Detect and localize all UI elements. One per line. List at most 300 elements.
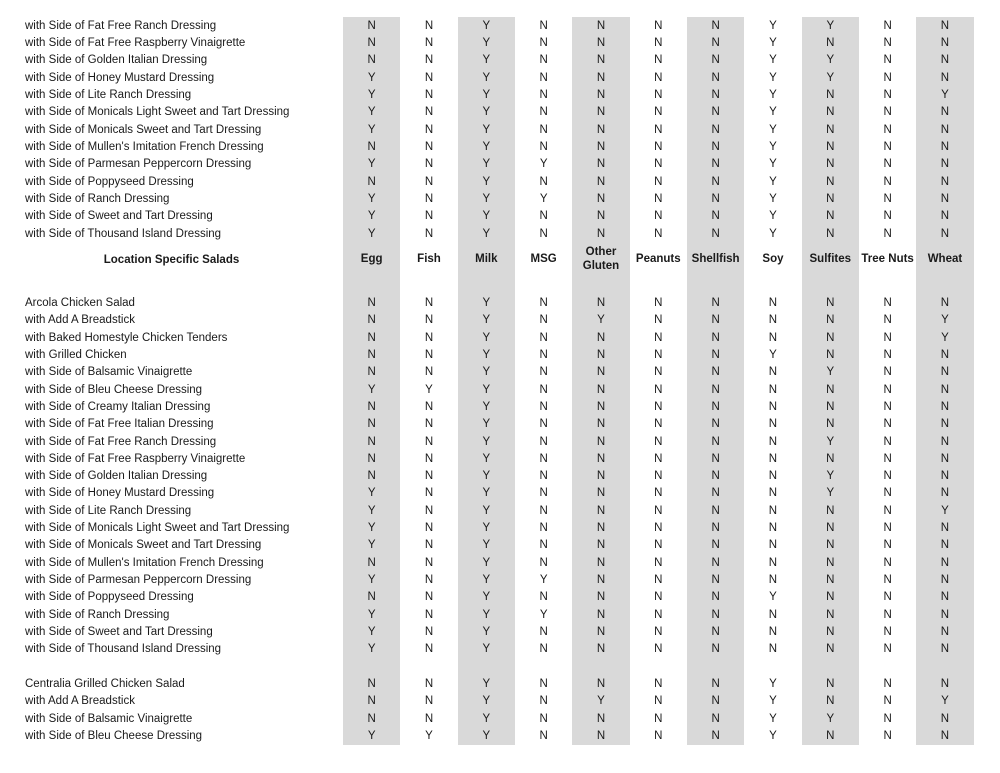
allergen-flag: N xyxy=(883,36,892,49)
allergen-flag: N xyxy=(711,504,720,517)
allergen-flag: N xyxy=(940,539,950,552)
allergen-flag: N xyxy=(596,522,606,535)
table-row xyxy=(0,537,1000,554)
table-row xyxy=(0,52,1000,69)
allergen-flag: N xyxy=(826,591,835,604)
allergen-flag: N xyxy=(539,71,548,84)
allergen-flag: N xyxy=(940,36,950,49)
allergen-flag: N xyxy=(940,140,950,153)
table-row xyxy=(0,138,1000,155)
allergen-flag: N xyxy=(596,678,606,691)
allergen-flag: N xyxy=(768,608,778,621)
allergen-flag: N xyxy=(711,175,720,188)
allergen-flag: N xyxy=(883,695,892,708)
allergen-flag: N xyxy=(367,19,376,32)
allergen-flag: N xyxy=(940,418,950,431)
allergen-flag: N xyxy=(940,383,950,396)
allergen-flag: N xyxy=(711,626,720,639)
allergen-flag: N xyxy=(654,678,663,691)
allergen-flag: N xyxy=(883,314,892,327)
allergen-flag: N xyxy=(883,435,892,448)
item-name: with Side of Mullen's Imitation French Dressing xyxy=(25,140,264,153)
allergen-flag: N xyxy=(711,522,720,535)
allergen-flag: Y xyxy=(482,348,491,361)
allergen-flag: Y xyxy=(769,712,777,725)
allergen-flag: N xyxy=(596,366,606,379)
table-row xyxy=(0,104,1000,121)
table-row xyxy=(0,329,1000,346)
table-row xyxy=(0,520,1000,537)
allergen-flag: Y xyxy=(482,574,491,587)
allergen-flag: N xyxy=(768,435,778,448)
allergen-flag: N xyxy=(596,539,606,552)
allergen-flag: Y xyxy=(367,123,376,136)
allergen-flag: N xyxy=(940,452,950,465)
table-row xyxy=(0,606,1000,623)
allergen-flag: N xyxy=(654,608,663,621)
allergen-flag: N xyxy=(940,712,950,725)
table-row xyxy=(0,416,1000,433)
allergen-flag: Y xyxy=(482,210,491,223)
allergen-flag: N xyxy=(654,418,663,431)
allergen-flag: N xyxy=(826,643,835,656)
table-row xyxy=(0,485,1000,502)
allergen-flag: Y xyxy=(482,19,491,32)
item-name: with Side of Fat Free Ranch Dressing xyxy=(25,19,217,32)
allergen-flag: N xyxy=(539,678,548,691)
item-name: with Side of Fat Free Ranch Dressing xyxy=(25,435,217,448)
allergen-flag: Y xyxy=(367,608,376,621)
table-row xyxy=(0,294,1000,311)
allergen-flag: N xyxy=(424,296,434,309)
item-name: with Side of Monicals Light Sweet and Tart Dressing xyxy=(25,106,290,119)
allergen-flag: N xyxy=(711,383,720,396)
allergen-flag: Y xyxy=(769,71,777,84)
allergen-flag: Y xyxy=(482,123,491,136)
allergen-flag: Y xyxy=(482,470,491,483)
allergen-flag: N xyxy=(654,296,663,309)
allergen-flag: N xyxy=(826,88,835,101)
allergen-flag: N xyxy=(940,626,950,639)
allergen-flag: Y xyxy=(826,487,835,500)
allergen-flag: Y xyxy=(482,608,491,621)
allergen-flag: N xyxy=(883,348,892,361)
allergen-flag: N xyxy=(424,36,434,49)
allergen-flag: Y xyxy=(539,158,548,171)
allergen-flag: N xyxy=(883,470,892,483)
allergen-flag: N xyxy=(768,383,778,396)
allergen-flag: N xyxy=(424,643,434,656)
allergen-flag: N xyxy=(826,539,835,552)
allergen-flag: N xyxy=(883,71,892,84)
allergen-flag: Y xyxy=(367,227,376,240)
allergen-flag: N xyxy=(883,608,892,621)
allergen-flag: N xyxy=(596,210,606,223)
allergen-flag: N xyxy=(711,591,720,604)
allergen-flag: N xyxy=(539,400,548,413)
item-name: Centralia Grilled Chicken Salad xyxy=(25,678,185,691)
allergen-flag: N xyxy=(539,348,548,361)
allergen-flag: N xyxy=(596,418,606,431)
allergen-flag: N xyxy=(883,383,892,396)
table-row xyxy=(0,86,1000,103)
allergen-flag: N xyxy=(424,227,434,240)
allergen-flag: N xyxy=(424,539,434,552)
allergen-flag: N xyxy=(539,487,548,500)
allergen-flag: N xyxy=(424,106,434,119)
allergen-flag: N xyxy=(424,19,434,32)
allergen-flag: Y xyxy=(367,643,376,656)
allergen-flag: N xyxy=(424,366,434,379)
allergen-flag: N xyxy=(367,175,376,188)
allergen-flag: N xyxy=(711,452,720,465)
allergen-flag: N xyxy=(424,470,434,483)
allergen-flag: Y xyxy=(482,314,491,327)
item-name: with Grilled Chicken xyxy=(25,348,127,361)
allergen-flag: N xyxy=(711,192,720,205)
allergen-flag: N xyxy=(940,210,950,223)
allergen-flag: N xyxy=(768,452,778,465)
allergen-flag: Y xyxy=(482,539,491,552)
allergen-flag: Y xyxy=(367,192,376,205)
allergen-flag: N xyxy=(596,71,606,84)
allergen-flag: N xyxy=(826,574,835,587)
allergen-flag: N xyxy=(768,556,778,569)
allergen-flag: N xyxy=(367,36,376,49)
allergen-flag: N xyxy=(596,556,606,569)
table-row xyxy=(0,173,1000,190)
allergen-flag: N xyxy=(654,487,663,500)
column-header-wheat: Wheat xyxy=(927,252,963,265)
allergen-flag: Y xyxy=(482,331,491,344)
allergen-flag: N xyxy=(826,678,835,691)
allergen-flag: Y xyxy=(482,400,491,413)
allergen-flag: Y xyxy=(482,730,491,743)
table-row xyxy=(0,34,1000,51)
allergen-flag: N xyxy=(883,158,892,171)
allergen-flag: Y xyxy=(539,608,548,621)
allergen-flag: N xyxy=(711,695,720,708)
allergen-flag: Y xyxy=(482,418,491,431)
allergen-flag: N xyxy=(940,123,950,136)
allergen-flag: N xyxy=(940,366,950,379)
allergen-flag: N xyxy=(596,227,606,240)
allergen-flag: N xyxy=(711,210,720,223)
allergen-flag: N xyxy=(940,227,950,240)
allergen-flag: N xyxy=(711,106,720,119)
allergen-flag: N xyxy=(883,88,892,101)
allergen-flag: Y xyxy=(425,730,433,743)
allergen-flag: Y xyxy=(826,470,835,483)
allergen-flag: Y xyxy=(941,314,949,327)
allergen-flag: N xyxy=(711,418,720,431)
allergen-flag: N xyxy=(768,522,778,535)
table-header-row xyxy=(0,242,1000,277)
column-header-egg: Egg xyxy=(360,252,383,265)
allergen-flag: N xyxy=(826,400,835,413)
allergen-flag: N xyxy=(654,19,663,32)
allergen-flag: Y xyxy=(826,366,835,379)
item-name: with Side of Parmesan Peppercorn Dressing xyxy=(25,574,252,587)
allergen-flag: N xyxy=(711,400,720,413)
allergen-flag: N xyxy=(367,296,376,309)
allergen-flag: Y xyxy=(482,522,491,535)
table-row xyxy=(0,589,1000,606)
allergen-flag: N xyxy=(367,418,376,431)
allergen-flag: N xyxy=(711,227,720,240)
allergen-flag: N xyxy=(424,210,434,223)
allergen-flag: N xyxy=(596,123,606,136)
item-name: with Side of Lite Ranch Dressing xyxy=(25,88,192,101)
allergen-flag: Y xyxy=(769,695,777,708)
allergen-flag: N xyxy=(883,487,892,500)
allergen-flag: N xyxy=(768,366,778,379)
allergen-flag: N xyxy=(424,192,434,205)
allergen-flag: N xyxy=(711,331,720,344)
column-header-sulfites: Sulfites xyxy=(809,252,852,265)
allergen-flag: Y xyxy=(941,331,949,344)
allergen-flag: N xyxy=(367,366,376,379)
allergen-flag: Y xyxy=(367,522,376,535)
allergen-flag: Y xyxy=(769,227,777,240)
allergen-flag: N xyxy=(654,366,663,379)
allergen-flag: N xyxy=(826,452,835,465)
allergen-flag: Y xyxy=(482,452,491,465)
item-name: with Side of Balsamic Vinaigrette xyxy=(25,712,193,725)
allergen-flag: N xyxy=(367,314,376,327)
allergen-flag: N xyxy=(596,383,606,396)
table-row xyxy=(0,17,1000,34)
allergen-flag: N xyxy=(940,574,950,587)
allergen-flag: N xyxy=(711,366,720,379)
item-name: with Add A Breadstick xyxy=(25,695,135,708)
allergen-flag: N xyxy=(424,591,434,604)
allergen-flag: N xyxy=(883,418,892,431)
allergen-flag: N xyxy=(367,140,376,153)
table-row xyxy=(0,208,1000,225)
allergen-flag: N xyxy=(596,452,606,465)
allergen-flag: N xyxy=(940,435,950,448)
section-header-label: Location Specific Salads xyxy=(103,253,240,266)
allergen-flag: Y xyxy=(425,383,433,396)
table-row xyxy=(0,572,1000,589)
allergen-flag: N xyxy=(940,608,950,621)
item-name: with Side of Creamy Italian Dressing xyxy=(25,400,211,413)
allergen-flag: Y xyxy=(769,192,777,205)
allergen-flag: N xyxy=(424,331,434,344)
allergen-flag: N xyxy=(424,400,434,413)
allergen-flag: Y xyxy=(367,210,376,223)
table-row xyxy=(0,727,1000,744)
allergen-flag: N xyxy=(539,626,548,639)
allergen-flag: N xyxy=(826,522,835,535)
allergen-flag: N xyxy=(539,106,548,119)
allergen-flag: N xyxy=(883,504,892,517)
item-name: with Side of Sweet and Tart Dressing xyxy=(25,210,213,223)
allergen-flag: N xyxy=(654,643,663,656)
allergen-flag: N xyxy=(596,626,606,639)
allergen-flag: Y xyxy=(826,712,835,725)
allergen-flag: N xyxy=(424,522,434,535)
allergen-flag: Y xyxy=(482,643,491,656)
allergen-flag: N xyxy=(883,140,892,153)
allergen-flag: N xyxy=(596,54,606,67)
allergen-flag: N xyxy=(596,504,606,517)
allergen-flag: Y xyxy=(482,366,491,379)
allergen-flag: N xyxy=(826,556,835,569)
allergen-flag: N xyxy=(424,418,434,431)
allergen-flag: N xyxy=(424,504,434,517)
allergen-flag: N xyxy=(711,487,720,500)
allergen-flag: N xyxy=(826,192,835,205)
allergen-flag: N xyxy=(654,192,663,205)
allergen-flag: Y xyxy=(482,435,491,448)
allergen-flag: Y xyxy=(482,36,491,49)
allergen-flag: Y xyxy=(769,88,777,101)
allergen-flag: N xyxy=(654,175,663,188)
allergen-flag: N xyxy=(539,695,548,708)
allergen-flag: N xyxy=(654,106,663,119)
allergen-flag: N xyxy=(596,88,606,101)
allergen-flag: N xyxy=(883,210,892,223)
allergen-flag: N xyxy=(539,712,548,725)
allergen-flag: N xyxy=(654,331,663,344)
allergen-flag: N xyxy=(596,643,606,656)
allergen-flag: N xyxy=(940,54,950,67)
allergen-flag: N xyxy=(596,106,606,119)
allergen-flag: N xyxy=(826,331,835,344)
allergen-flag: N xyxy=(596,19,606,32)
allergen-flag: N xyxy=(654,730,663,743)
allergen-flag: Y xyxy=(367,106,376,119)
allergen-flag: Y xyxy=(367,626,376,639)
allergen-flag: N xyxy=(596,36,606,49)
allergen-flag: N xyxy=(711,556,720,569)
allergen-flag: N xyxy=(539,383,548,396)
column-header-fish: Fish xyxy=(417,252,441,265)
allergen-flag: Y xyxy=(482,192,491,205)
allergen-flag: N xyxy=(539,470,548,483)
allergen-flag: N xyxy=(826,418,835,431)
allergen-flag: N xyxy=(711,730,720,743)
allergen-flag: N xyxy=(711,348,720,361)
table-row xyxy=(0,623,1000,640)
allergen-flag: N xyxy=(654,158,663,171)
item-name: with Side of Monicals Sweet and Tart Dressing xyxy=(25,123,262,136)
allergen-flag: N xyxy=(940,175,950,188)
allergen-flag: N xyxy=(940,556,950,569)
item-name: with Side of Golden Italian Dressing xyxy=(25,470,208,483)
allergen-flag: N xyxy=(826,348,835,361)
allergen-flag: N xyxy=(424,678,434,691)
allergen-flag: Y xyxy=(482,227,491,240)
allergen-flag: N xyxy=(768,487,778,500)
allergen-flag: N xyxy=(940,296,950,309)
allergen-flag: Y xyxy=(769,158,777,171)
allergen-flag: N xyxy=(539,591,548,604)
allergen-flag: N xyxy=(424,608,434,621)
allergen-flag: Y xyxy=(367,88,376,101)
item-name: with Side of Monicals Light Sweet and Tart Dressing xyxy=(25,522,290,535)
allergen-flag: N xyxy=(711,539,720,552)
allergen-flag: N xyxy=(654,712,663,725)
allergen-flag: N xyxy=(596,158,606,171)
allergen-flag: N xyxy=(654,504,663,517)
allergen-flag: N xyxy=(596,435,606,448)
allergen-flag: N xyxy=(424,175,434,188)
allergen-flag: Y xyxy=(826,19,835,32)
allergen-flag: N xyxy=(826,626,835,639)
allergen-flag: Y xyxy=(769,730,777,743)
allergen-flag: N xyxy=(424,626,434,639)
item-name: with Side of Balsamic Vinaigrette xyxy=(25,366,193,379)
allergen-flag: N xyxy=(654,210,663,223)
item-name: with Side of Fat Free Italian Dressing xyxy=(25,418,214,431)
allergen-flag: N xyxy=(826,175,835,188)
allergen-flag: Y xyxy=(482,140,491,153)
allergen-flag: N xyxy=(539,175,548,188)
allergen-flag: N xyxy=(367,348,376,361)
allergen-flag: N xyxy=(424,556,434,569)
allergen-flag: N xyxy=(539,140,548,153)
allergen-flag: N xyxy=(826,695,835,708)
allergen-flag: N xyxy=(367,470,376,483)
blank-row xyxy=(0,658,1000,675)
allergen-flag: N xyxy=(539,19,548,32)
allergen-flag: N xyxy=(768,574,778,587)
allergen-flag: N xyxy=(883,522,892,535)
allergen-flag: N xyxy=(826,158,835,171)
allergen-flag: N xyxy=(424,140,434,153)
allergen-flag: N xyxy=(883,192,892,205)
column-header-msg: MSG xyxy=(530,252,557,265)
allergen-flag: N xyxy=(883,123,892,136)
allergen-flag: N xyxy=(539,435,548,448)
table-row xyxy=(0,641,1000,658)
allergen-flag: N xyxy=(711,314,720,327)
allergen-flag: N xyxy=(826,123,835,136)
allergen-flag: N xyxy=(940,348,950,361)
table-row xyxy=(0,450,1000,467)
allergen-flag: N xyxy=(711,712,720,725)
allergen-flag: N xyxy=(654,574,663,587)
allergen-flag: N xyxy=(424,712,434,725)
allergen-flag: Y xyxy=(769,348,777,361)
table-row xyxy=(0,675,1000,692)
allergen-flag: N xyxy=(940,522,950,535)
allergen-flag: N xyxy=(654,123,663,136)
allergen-flag: N xyxy=(883,366,892,379)
allergen-flag: N xyxy=(596,400,606,413)
allergen-flag: Y xyxy=(367,730,376,743)
allergen-flag: N xyxy=(883,556,892,569)
allergen-flag: Y xyxy=(769,106,777,119)
allergen-flag: N xyxy=(654,470,663,483)
allergen-flag: N xyxy=(711,435,720,448)
allergen-flag: Y xyxy=(539,574,548,587)
allergen-flag: Y xyxy=(482,158,491,171)
allergen-flag: N xyxy=(539,418,548,431)
table-row xyxy=(0,121,1000,138)
allergen-flag: Y xyxy=(482,54,491,67)
blank-row xyxy=(0,277,1000,294)
item-name: with Side of Monicals Sweet and Tart Dressing xyxy=(25,539,262,552)
allergen-flag: N xyxy=(596,730,606,743)
allergen-flag: N xyxy=(940,19,950,32)
allergen-flag: N xyxy=(711,140,720,153)
item-name: with Side of Bleu Cheese Dressing xyxy=(25,383,203,396)
allergen-flag: N xyxy=(711,296,720,309)
